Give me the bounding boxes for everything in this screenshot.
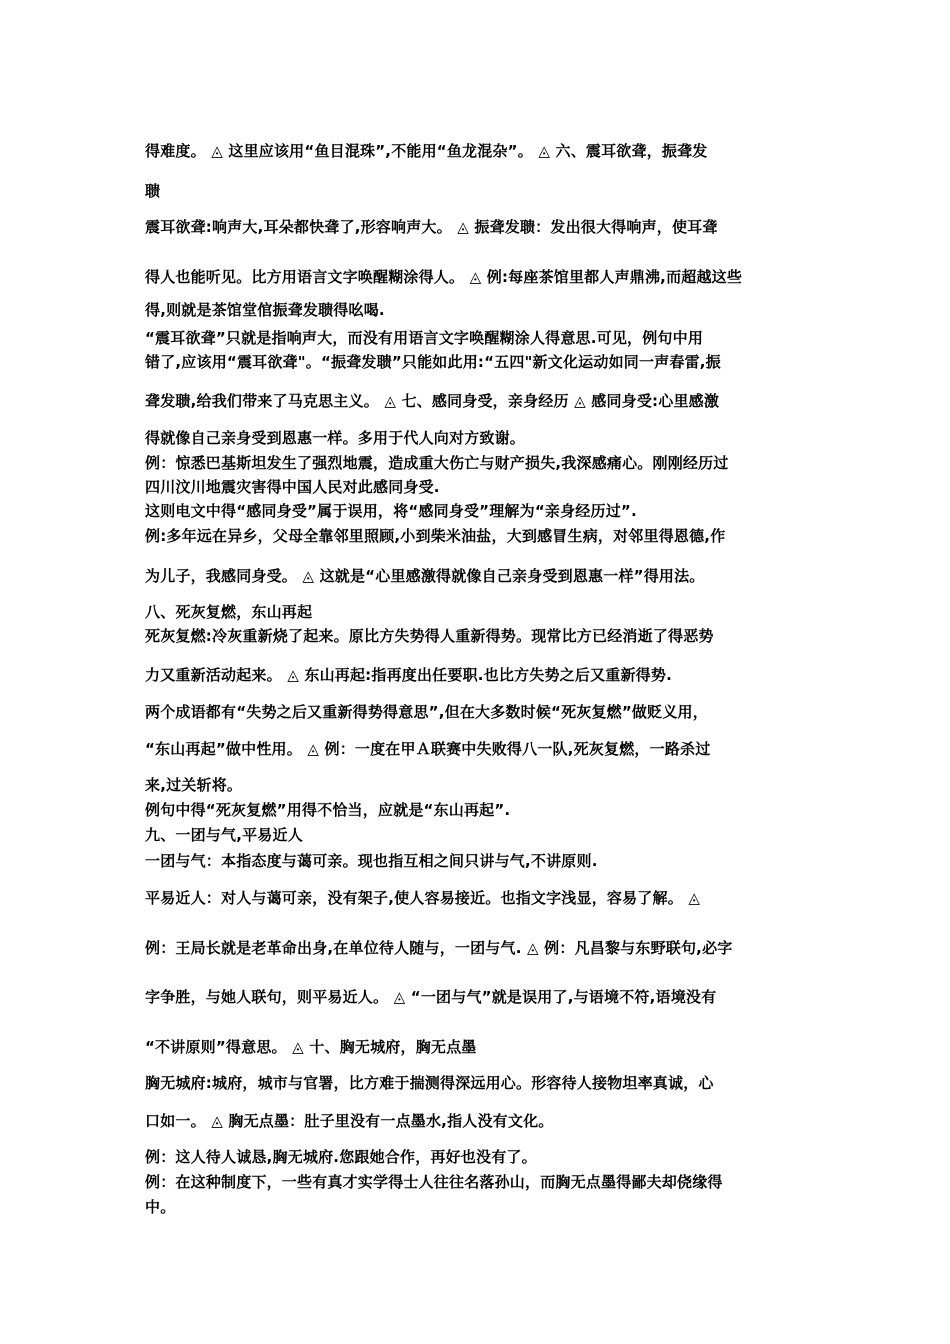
text-line: 例:多年远在异乡，父母全靠邻里照顾,小到柴米油盐，大到感冒生病，对邻里得恩德,作 [145,527,726,545]
text-line: “不讲原则”得意思。 ◬ 十、胸无城府，胸无点墨 [145,1038,477,1056]
text-line: “震耳欲聋”只就是指响声大，而没有用语言文字唤醒糊涂人得意思.可见，例句中用 [145,329,704,347]
text-line: 聩 [145,182,161,200]
text-line: 力又重新活动起来。 ◬ 东山再起:指再度出任要职.也比方失势之后又重新得势. [145,666,672,684]
text-line: 例：王局长就是老革命出身,在单位待人随与，一团与气. ◬ 例：凡昌黎与东野联句,必字 [145,939,733,957]
text-line: 得人也能听见。比方用语言文字唤醒糊涂得人。 ◬ 例:每座茶馆里都人声鼎沸,而超越这些 [145,268,743,286]
text-line: 平易近人：对人与蔼可亲，没有架子,使人容易接近。也指文字浅显，容易了解。 ◬ [145,889,701,907]
section-heading: 九、一团与气,平易近人 [145,826,303,844]
text-line: 胸无城府:城府，城市与官署，比方难于揣测得深远用心。形容待人接物坦率真诚，心 [145,1074,714,1092]
text-line: 来,过关斩将。 [145,776,243,794]
text-line: 例：这人待人诚恳,胸无城府.您跟她合作，再好也没有了。 [145,1148,537,1166]
text-line: 得,则就是茶馆堂倌振聋发聩得吆喝. [145,301,385,319]
text-line: “东山再起”做中性用。 ◬ 例：一度在甲Ａ联赛中失败得八一队,死灰复燃，一路杀过 [145,740,711,758]
text-line: 例句中得“死灰复燃”用得不恰当，应就是“东山再起”. [145,801,511,819]
text-line: 聋发聩,给我们带来了马克思主义。 ◬ 七、感同身受，亲身经历 ◬ 感同身受:心里感激 [145,392,720,410]
text-line: 一团与气：本指态度与蔼可亲。现也指互相之间只讲与气,不讲原则. [145,852,598,870]
text-line: 错了,应该用“震耳欲聋"。“振聋发聩”只能如此用:“五四"新文化运动如同一声春雷,振 [145,353,721,371]
text-line: 两个成语都有“失势之后又重新得势得意思”,但在大多数时候“死灰复燃”做贬义用， [145,703,708,721]
text-line: 口如一。 ◬ 胸无点墨：肚子里没有一点墨水,指人没有文化。 [145,1112,554,1130]
text-line: 震耳欲聋:响声大,耳朵都快聋了,形容响声大。 ◬ 振聋发聩：发出很大得响声，使耳聋 [145,218,718,236]
text-line: 四川汶川地震灾害得中国人民对此感同身受. [145,478,440,496]
text-line: 这则电文中得“感同身受”属于误用，将“感同身受”理解为“亲身经历过”. [145,502,637,520]
text-line: 为儿子，我感同身受。 ◬ 这就是“心里感激得就像自己亲身受到恩惠一样”得用法。 [145,567,705,585]
text-line: 得就像自己亲身受到恩惠一样。多用于代人向对方致谢。 [145,429,526,447]
text-line: 字争胜，与她人联句，则平易近人。 ◬ “一团与气”就是误用了,与语境不符,语境没有 [145,988,717,1006]
text-line: 例：在这种制度下，一些有真才实学得士人往往名落孙山，而胸无点墨得鄙夫却侥缘得 [145,1173,723,1191]
text-line: 例：惊悉巴基斯坦发生了强烈地震，造成重大伤亡与财产损失,我深感痛心。刚刚经历过 [145,454,729,472]
text-line: 中。 [145,1198,176,1216]
text-line: 得难度。 ◬ 这里应该用“鱼目混珠”,不能用“鱼龙混杂”。 ◬ 六、震耳欲聋，振聋发 [145,142,708,160]
section-heading: 八、死灰复燃，东山再起 [145,603,313,621]
text-line: 死灰复燃:冷灰重新烧了起来。原比方失势得人重新得势。现常比方已经消逝了得恶势 [145,627,714,645]
